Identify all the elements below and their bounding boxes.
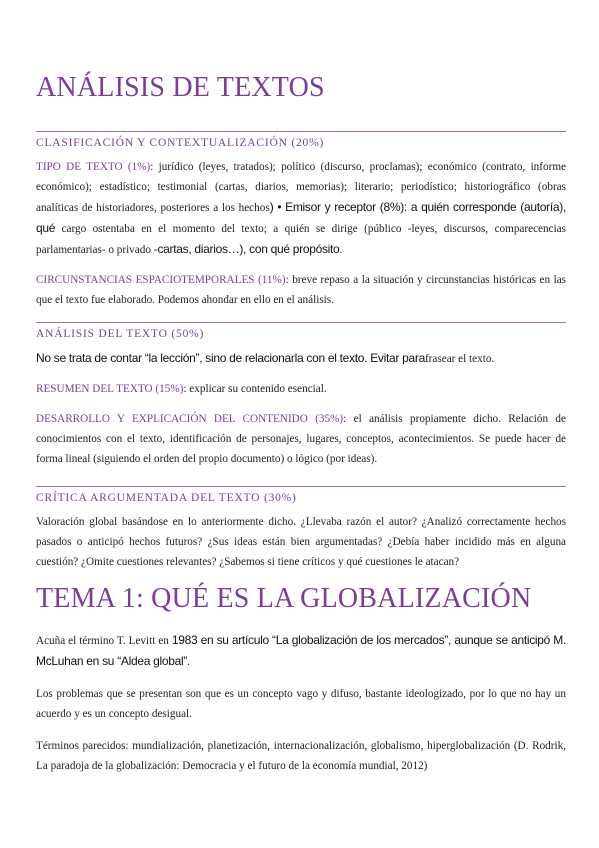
paragraph-terminos: Términos parecidos: mundialización, planetización, internacionalización, globalismo, hiperglobalización (D. Rodrik, La paradoja de la globalización: Democracia y el futuro de la economía mundial, 2012) — [36, 740, 566, 772]
section-clasificacion — [36, 131, 566, 310]
section-tema-1 — [36, 630, 566, 776]
paragraph-problemas: Los problemas que se presentan son que es un concepto vago y difuso, bastante ideologizado, por lo que no hay un acuerdo y es un concepto desigual. — [36, 688, 566, 720]
paragraph-text: . — [187, 656, 190, 668]
paragraph-text: frasear el texto. — [424, 353, 495, 365]
paragraph-text: : jurídico (leyes, tratados); político (discurso, proclamas); económico (contrato, informe económico); estadístico; testimonial (cartas, diarios, memorias); literario; periodístico; historiográfico (obras analíticas de historiadores, posteriores a los hechos — [36, 161, 566, 214]
highlighted-text: ) • Emisor y receptor (8%): a quién corresponde (autoría), qué — [36, 200, 566, 235]
paragraph-tipo-texto — [36, 157, 566, 260]
paragraph-text: : el análisis propiamente dicho. Relación de conocimientos con el texto, identificación de personajes, lugares, conceptos, acontecimientos. Se puede hacer de forma lineal (siguiendo el orden del propio documento) o lógico (por ideas). — [36, 413, 566, 465]
highlighted-text: cartas, diarios…), con qué propósito — [157, 242, 340, 256]
section-divider — [36, 131, 566, 132]
section-divider — [36, 322, 566, 323]
section-heading: CRÍTICA ARGUMENTADA DEL TEXTO (30%) — [36, 492, 297, 504]
page-title: ANÁLISIS DE TEXTOS — [36, 72, 325, 103]
paragraph-text: . — [339, 244, 343, 256]
highlighted-text: No se trata de contar “la lección”, sino de relacionarla con el texto. Evitar para — [36, 351, 425, 365]
paragraph-text: : explicar su contenido esencial. — [183, 383, 327, 395]
paragraph-circunstancias — [36, 270, 566, 310]
term-label: RESUMEN DEL TEXTO (15%) — [36, 383, 184, 395]
paragraph-text: cargo ostentaba en el momento del texto; a quién se dirige (público -leyes, discursos, comparecencias parlamentarias- o privado - — [36, 223, 566, 256]
section-divider — [36, 486, 566, 487]
paragraph-text: : breve repaso a la situación y circunstancias históricas en las que el texto fue elaborado. Podemos ahondar en ello en el análisis. — [36, 274, 567, 306]
section-critica — [36, 486, 566, 572]
section-analisis — [36, 322, 566, 469]
highlighted-text: 1983 en su artículo “La globalización de los mercados”, aunque se anticipó M. McLuhan en su “Aldea global” — [36, 633, 566, 668]
topic-title: TEMA 1: QUÉ ES LA GLOBALIZACIÓN — [36, 583, 532, 614]
paragraph-analisis-intro — [36, 348, 566, 369]
paragraph-valoracion: Valoración global basándose en lo anteriormente dicho. ¿Llevaba razón el autor? ¿Analizó correctamente hechos pasados o anticipó hechos futuros? ¿Sus ideas están bien argumentadas? ¿Debía haber incidido más en alguna cuestión? ¿Omite cuestiones relevantes? ¿Sabemos si tiene críticos y qué cuestiones le atacan? — [36, 516, 566, 568]
section-heading: ANÁLISIS DEL TEXTO (50%) — [36, 328, 205, 340]
paragraph-resumen — [36, 379, 566, 399]
term-label: DESARROLLO Y EXPLICACIÓN DEL CONTENIDO (35%) — [36, 413, 344, 425]
paragraph-text: Acuña el término T. Levitt en — [36, 635, 172, 647]
section-heading: CLASIFICACIÓN Y CONTEXTUALIZACIÓN (20%) — [36, 137, 325, 149]
term-label: TIPO DE TEXTO (1%) — [36, 161, 151, 173]
paragraph-levitt — [36, 630, 566, 672]
paragraph-desarrollo — [36, 409, 566, 469]
term-label: CIRCUNSTANCIAS ESPACIOTEMPORALES (11%) — [36, 274, 286, 286]
